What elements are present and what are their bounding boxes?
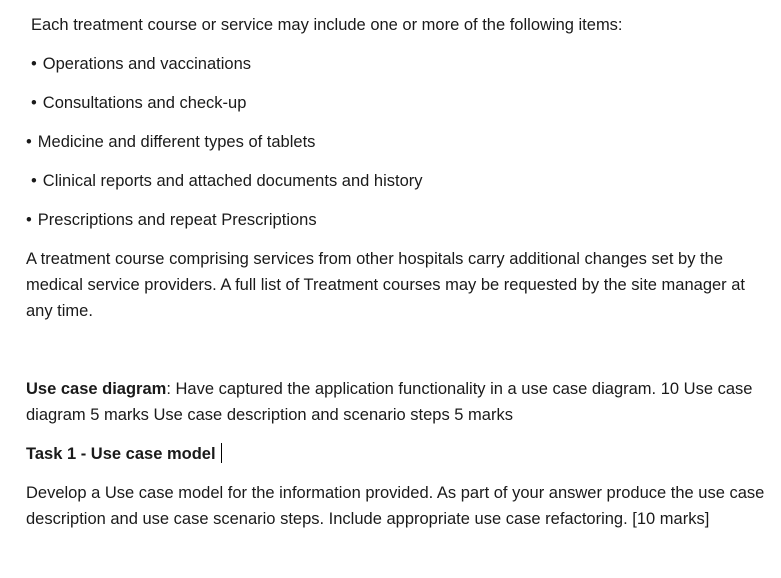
bullet-icon: • <box>31 172 37 190</box>
list-item <box>31 92 246 114</box>
list-item-text: Clinical reports and attached documents and history <box>42 172 423 190</box>
list-item-text: Operations and vaccinations <box>42 55 251 73</box>
task-paragraph: Develop a Use case model for the information provided. As part of your answer produce the use case description and use case scenario steps. Include appropriate use case refactoring. [10 marks] <box>26 484 765 528</box>
treatment-paragraph: A treatment course comprising services from other hospitals carry additional changes set by the medical service providers. A full list of Treatment courses may be requested by the site manager at any time. <box>26 250 746 320</box>
bullet-icon: • <box>31 94 37 112</box>
task-heading: Task 1 - Use case model <box>26 445 216 463</box>
use-case-text: : Have captured the application functionality in a use case diagram. 10 Use case diagram 5 marks Use case description and scenario steps 5 marks <box>26 380 753 424</box>
bullet-icon: • <box>26 133 32 151</box>
task-heading-line[interactable] <box>26 443 222 465</box>
text-cursor <box>221 443 222 463</box>
list-item <box>31 53 251 75</box>
use-case-label: Use case diagram <box>26 380 167 398</box>
list-item <box>31 170 423 192</box>
bullet-icon: • <box>31 55 37 73</box>
list-item-text: Prescriptions and repeat Prescriptions <box>37 211 317 229</box>
use-case-paragraph <box>26 376 771 428</box>
list-item <box>26 131 315 153</box>
list-item-text: Consultations and check-up <box>42 94 247 112</box>
intro-text: Each treatment course or service may include one or more of the following items: <box>31 16 623 34</box>
list-item <box>26 209 317 231</box>
bullet-icon: • <box>26 211 32 229</box>
list-item-text: Medicine and different types of tablets <box>37 133 316 151</box>
